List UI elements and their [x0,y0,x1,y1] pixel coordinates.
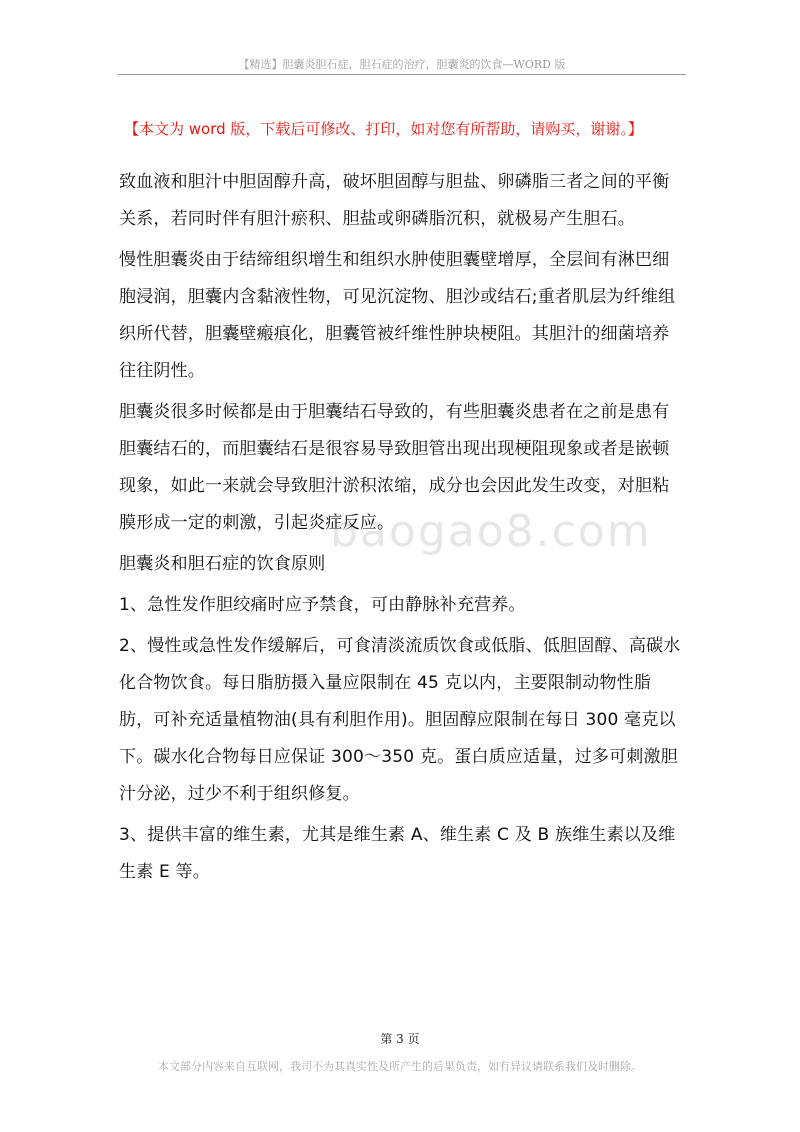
list-item-3: 3、提供丰富的维生素，尤其是维生素 A、维生素 C 及 B 族维生素以及维生素 E 等。 [119,825,676,882]
paragraph-cholecystitis-cause: 胆囊炎很多时候都是由于胆囊结石导致的，有些胆囊炎患者在之前是患有胆囊结石的，而胆囊结石是很容易导致胆管出现出现梗阻现象或者是嵌顿现象，如此一来就会导致胆汁淤积浓缩，成分也会因此发生改变，对胆粘膜形成一定的刺激，引起炎症反应。 [119,402,670,533]
page-header: 【精选】胆囊炎胆石症，胆石症的治疗，胆囊炎的饮食—WORD 版 [238,58,566,71]
paragraph-chronic-cholecystitis: 慢性胆囊炎由于结缔组织增生和组织水肿使胆囊壁增厚，全层间有淋巴细胞浸润，胆囊内含黏液性物，可见沉淀物、胆沙或结石;重者肌层为纤维组织所代替，胆囊壁瘢痕化，胆囊管被纤维性肿块梗阻。其胆汁的细菌培养往往阴性。 [119,250,676,381]
list-item-1: 1、急性发作胆绞痛时应予禁食，可由静脉补充营养。 [119,595,526,615]
watermark: baogao8.com [330,506,652,557]
paragraph-gallstone-cause: 致血液和胆汁中胆固醇升高，破坏胆固醇与胆盐、卵磷脂三者之间的平衡关系，若同时伴有胆汁瘀积、胆盐或卵磷脂沉积，就极易产生胆石。 [119,172,670,229]
page-number: 第 3 页 [380,1032,420,1046]
list-item-2: 2、慢性或急性发作缓解后，可食清淡流质饮食或低脂、低胆固醇、高碳水化合物饮食。每日脂肪摄入量应限制在 45 克以内，主要限制动物性脂肪，可补充适量植物油(具有利胆作用)。胆固醇应限制在每日 300 毫克以下。碳水化合物每日应保证 300～350 克。蛋白质应适量，过多可刺激胆汁分泌，过少不利于组织修复。 [119,636,681,804]
purchase-notice: 【本文为 word 版，下载后可修改、打印，如对您有所帮助，请购买，谢谢。】 [124,120,643,138]
document-body [119,164,684,895]
header-divider [118,74,686,75]
page-footer: 本文部分内容来自互联网，我司不为其真实性及所产生的后果负责，如有异议请联系我们及时删除。 [158,1060,642,1073]
section-heading-diet-principles: 胆囊炎和胆石症的饮食原则 [119,554,326,574]
